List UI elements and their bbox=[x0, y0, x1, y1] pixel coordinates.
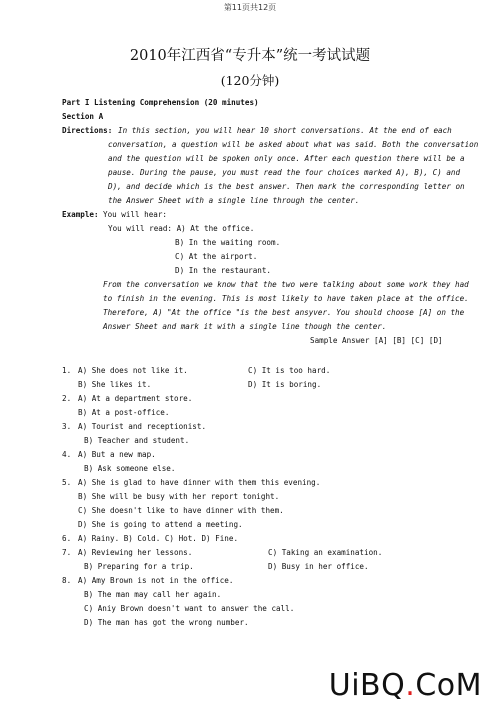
question-number: 7. bbox=[62, 548, 72, 557]
question-number: 4. bbox=[62, 450, 72, 459]
question-option: B) At a post-office. bbox=[78, 408, 170, 417]
question-option: B) Preparing for a trip. bbox=[84, 562, 194, 571]
question-option: A) Rainy. B) Cold. C) Hot. D) Fine. bbox=[78, 534, 239, 543]
example-explanation-line: From the conversation we know that the two were talking about some work they had bbox=[103, 280, 469, 289]
question-option: B) Teacher and student. bbox=[84, 436, 190, 445]
question-option: C) Aniy Brown doesn't want to answer the call. bbox=[84, 604, 295, 613]
exam-duration: (120分钟) bbox=[220, 73, 280, 88]
question-number: 5. bbox=[62, 478, 72, 487]
page-number-header: 第11页共12页 bbox=[223, 3, 277, 12]
directions-line: conversation, a question will be asked about what was said. Both the conversation bbox=[108, 140, 479, 149]
example-explanation-line: to finish in the evening. This is most likely to have taken place at the office. bbox=[103, 294, 469, 303]
example-option: C) At the airport. bbox=[175, 252, 258, 261]
question-option: A) At a department store. bbox=[78, 394, 193, 403]
question-number: 2. bbox=[62, 394, 72, 403]
example-option: D) In the restaurant. bbox=[175, 266, 272, 275]
question-option: A) Amy Brown is not in the office. bbox=[78, 576, 234, 585]
example-hear: You will hear: bbox=[103, 210, 168, 219]
watermark-dot: . bbox=[405, 668, 416, 703]
question-option: A) Tourist and receptionist. bbox=[78, 422, 207, 431]
sample-answer: Sample Answer [A] [B] [C] [D] bbox=[310, 336, 443, 345]
question-option: D) Busy in her office. bbox=[268, 562, 369, 571]
directions-line: pause. During the pause, you must read the four choices marked A), B), C) and bbox=[108, 168, 461, 177]
question-option: B) The man may call her again. bbox=[84, 590, 222, 599]
question-option: B) She likes it. bbox=[78, 380, 152, 389]
question-number: 8. bbox=[62, 576, 72, 585]
section-heading: Section A bbox=[62, 112, 104, 121]
directions-line: the Answer Sheet with a single line through the center. bbox=[108, 196, 360, 205]
question-option: A) But a new map. bbox=[78, 450, 156, 459]
directions-line: D), and decide which is the best answer. Then mark the corresponding letter on bbox=[108, 182, 465, 191]
question-option: D) The man has got the wrong number. bbox=[84, 618, 249, 627]
question-option: B) Ask someone else. bbox=[84, 464, 176, 473]
question-option: D) She is going to attend a meeting. bbox=[78, 520, 243, 529]
question-option: A) Reviewing her lessons. bbox=[78, 548, 193, 557]
watermark-left: UiBQ bbox=[328, 668, 406, 703]
example-label: Example: bbox=[62, 210, 99, 219]
example-read: You will read: A) At the office. bbox=[108, 224, 255, 233]
example-option: B) In the waiting room. bbox=[175, 238, 281, 247]
question-number: 1. bbox=[62, 366, 72, 375]
example-explanation-line: Answer Sheet and mark it with a single line though the center. bbox=[103, 322, 387, 331]
question-option: B) She will be busy with her report tonight. bbox=[78, 492, 280, 501]
question-option: D) It is boring. bbox=[248, 380, 322, 389]
directions-line: In this section, you will hear 10 short conversations. At the end of each bbox=[118, 126, 452, 135]
question-option: C) She doesn't like to have dinner with them. bbox=[78, 506, 284, 515]
question-option: C) Taking an examination. bbox=[268, 548, 383, 557]
question-option: A) She does not like it. bbox=[78, 366, 188, 375]
site-watermark bbox=[329, 668, 482, 703]
directions-label: Directions: bbox=[62, 126, 113, 135]
question-number: 6. bbox=[62, 534, 72, 543]
question-option: C) It is too hard. bbox=[248, 366, 331, 375]
example-explanation-line: Therefore, A) "At the office "is the best ansyver. You should choose [A] on the bbox=[103, 308, 465, 317]
question-option: A) She is glad to have dinner with them this evening. bbox=[78, 478, 321, 487]
question-number: 3. bbox=[62, 422, 72, 431]
watermark-right: CoM bbox=[415, 668, 482, 703]
directions-line: and the question will be spoken only once. After each question there will be a bbox=[108, 154, 465, 163]
part-heading: Part I Listening Comprehension (20 minutes) bbox=[62, 98, 259, 107]
exam-title: 2010年江西省“专升本”统一考试试题 bbox=[129, 48, 371, 64]
